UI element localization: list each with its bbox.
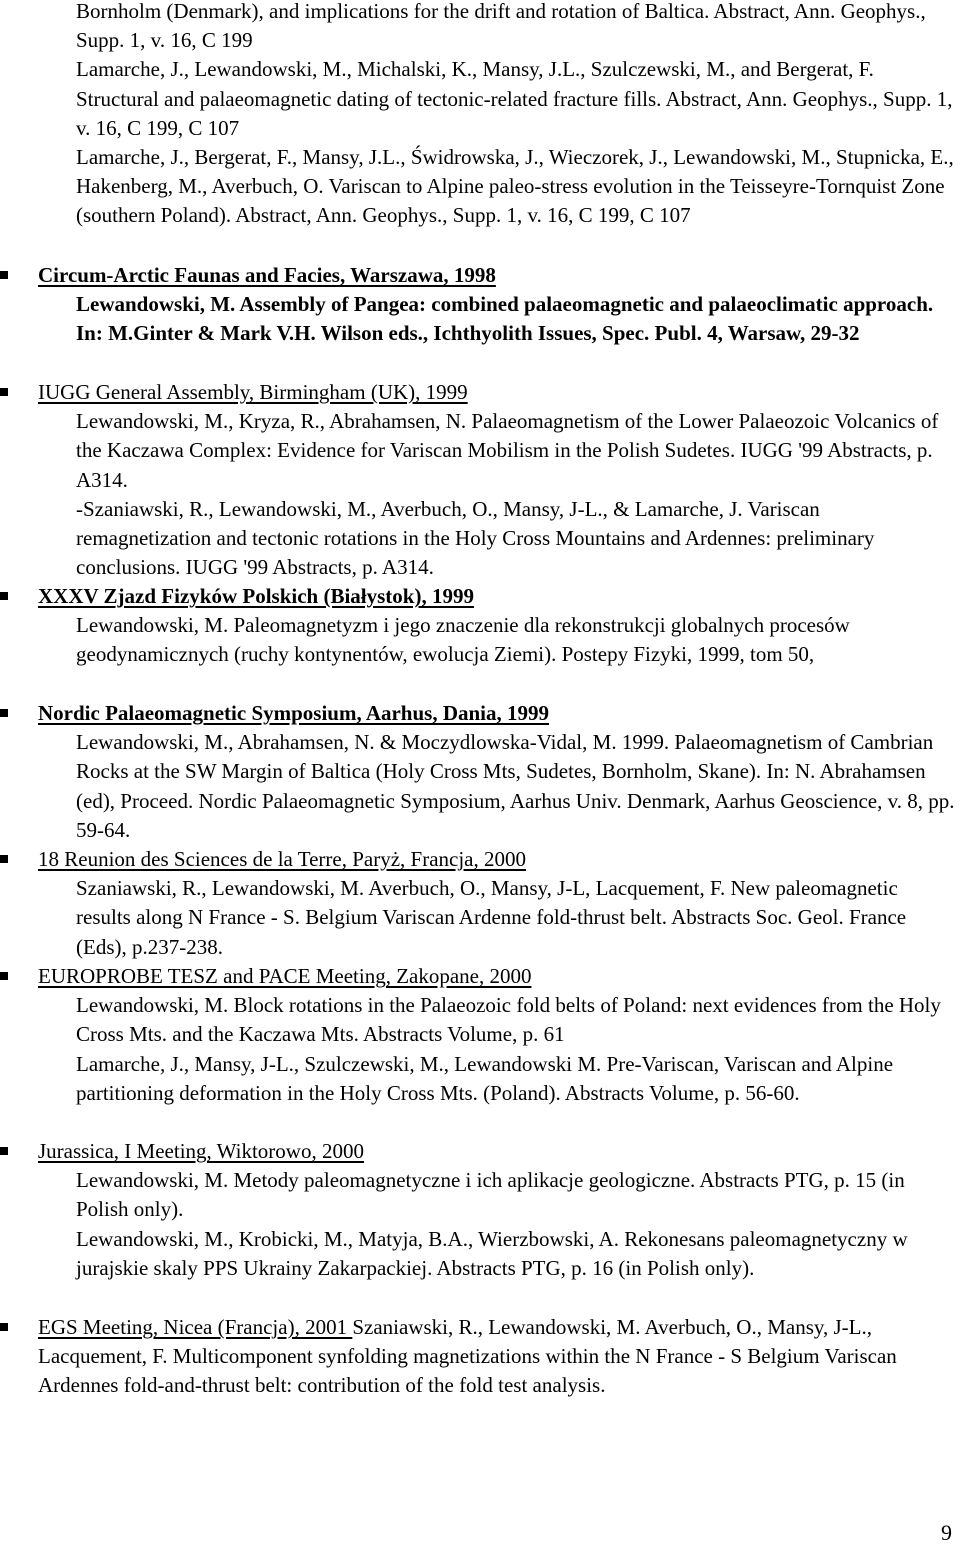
- bullet-icon: [0, 388, 8, 396]
- lead-entries: [76, 0, 956, 231]
- entry-1: Lamarche, J., Lewandowski, M., Michalski, K., Mansy, J.L., Szulczewski, M., and Bergerat, F. Structural and palaeomagnetic dating of tectonic-related fracture fills. Abstract, Ann. Geophys., Supp. 1, v. 16, C 199, C 107: [76, 57, 953, 140]
- section-circum-arctic: [38, 261, 956, 349]
- entry: Lewandowski, M., Krobicki, M., Matyja, B.A., Wierzbowski, A. Rekonesans paleomagnetyczny w jurajskie skaly PPS Ukrainy Zakarpackiej. Abstracts PTG, p. 16 (in Polish only).: [76, 1226, 908, 1280]
- section-heading: IUGG General Assembly, Birmingham (UK), 1999: [38, 378, 956, 407]
- section-reunion: [38, 845, 956, 962]
- bullet-icon: [0, 1147, 8, 1155]
- page-number: 9: [941, 1520, 952, 1545]
- bullet-icon: [0, 592, 8, 600]
- section-heading: [38, 1313, 956, 1401]
- entry: Lewandowski, M. Block rotations in the Palaeozoic fold belts of Poland: next evidences from the Holy Cross Mts. and the Kaczawa Mts. Abstracts Volume, p. 61: [76, 993, 941, 1047]
- bullet-icon: [0, 855, 8, 863]
- section-heading: Nordic Palaeomagnetic Symposium, Aarhus, Dania, 1999: [38, 699, 956, 728]
- section-jurassica: [38, 1137, 956, 1283]
- bullet-icon: [0, 271, 8, 279]
- bullet-icon: [0, 709, 8, 717]
- section-heading: 18 Reunion des Sciences de la Terre, Paryż, Francja, 2000: [38, 845, 956, 874]
- section-nordic: [38, 699, 956, 845]
- section-iugg: [38, 378, 956, 582]
- section-heading: Jurassica, I Meeting, Wiktorowo, 2000: [38, 1137, 956, 1166]
- entry-2: Lamarche, J., Bergerat, F., Mansy, J.L., Świdrowska, J., Wieczorek, J., Lewandowski, M., Stupnicka, E., Hakenberg, M., Averbuch, O. Variscan to Alpine paleo-stress evolution in the Teisseyre-Tornquist Zone (southern Poland). Abstract, Ann. Geophys., Supp. 1, v. 16, C 199, C 107: [76, 145, 954, 228]
- entry: -Szaniawski, R., Lewandowski, M., Averbuch, O., Mansy, J-L., & Lamarche, J. Variscan remagnetization and tectonic rotations in the Holy Cross Mountains and Ardennes: preliminary conclusions. IUGG '99 Abstracts, p. A314.: [76, 496, 875, 580]
- egs-entry: Szaniawski, R., Lewandowski, M. Averbuch, O., Mansy, J-L., Lacquement, F. Multicomponent synfolding magnetizations within the N France - S Belgium Variscan Ardennes fold-and-thrust belt: contribution of the fold test analysis.: [38, 1315, 897, 1398]
- section-europrobe: [38, 962, 956, 1108]
- section-heading: EUROPROBE TESZ and PACE Meeting, Zakopane, 2000: [38, 962, 956, 991]
- entry-0: Bornholm (Denmark), and implications for the drift and rotation of Baltica. Abstract, Ann. Geophys., Supp. 1, v. 16, C 199: [76, 0, 926, 53]
- bullet-icon: [0, 1323, 8, 1331]
- entry: Lamarche, J., Mansy, J-L., Szulczewski, M., Lewandowski M. Pre-Variscan, Variscan and Alpine partitioning deformation in the Holy Cross Mts. (Poland). Abstracts Volume, p. 56-60.: [76, 1051, 894, 1105]
- entry: Lewandowski, M., Abrahamsen, N. & Moczydlowska-Vidal, M. 1999. Palaeomagnetism of Cambrian Rocks at the SW Margin of Baltica (Holy Cross Mts, Sudetes, Bornholm, Skane). In: N. Abrahamsen (ed), Proceed. Nordic Palaeomagnetic Symposium, Aarhus Univ. Denmark, Aarhus Geoscience, v. 8, pp. 59-64.: [76, 730, 955, 842]
- section-heading: XXXV Zjazd Fizyków Polskich (Białystok), 1999: [38, 582, 956, 611]
- entry: Lewandowski, M. Paleomagnetyzm i jego znaczenie dla rekonstrukcji globalnych procesów geodynamicznych (ruchy kontynentów, ewolucja Ziemi). Postepy Fizyki, 1999, tom 50,: [76, 613, 850, 667]
- section-zjazd: [38, 582, 956, 670]
- entry: Lewandowski, M., Kryza, R., Abrahamsen, N. Palaeomagnetism of the Lower Palaeozoic Volcanics of the Kaczawa Complex: Evidence for Variscan Mobilism in the Polish Sudetes. IUGG '99 Abstracts, p. A314.: [76, 409, 939, 492]
- egs-heading: EGS Meeting, Nicea (Francja), 2001: [38, 1315, 353, 1339]
- section-heading: Circum-Arctic Faunas and Facies, Warszawa, 1998: [38, 261, 956, 290]
- section-egs: [38, 1313, 956, 1401]
- entry: Lewandowski, M. Metody paleomagnetyczne i ich aplikacje geologiczne. Abstracts PTG, p. 15 (in Polish only).: [76, 1168, 905, 1222]
- entry: Lewandowski, M. Assembly of Pangea: combined palaeomagnetic and palaeoclimatic approach. In: M.Ginter & Mark V.H. Wilson eds., Ichthyolith Issues, Spec. Publ. 4, Warsaw, 29-32: [76, 292, 934, 346]
- entry: Szaniawski, R., Lewandowski, M. Averbuch, O., Mansy, J-L, Lacquement, F. New paleomagnetic results along N France - S. Belgium Variscan Ardenne fold-thrust belt. Abstracts Soc. Geol. France (Eds), p.237-238.: [76, 876, 907, 959]
- bullet-icon: [0, 972, 8, 980]
